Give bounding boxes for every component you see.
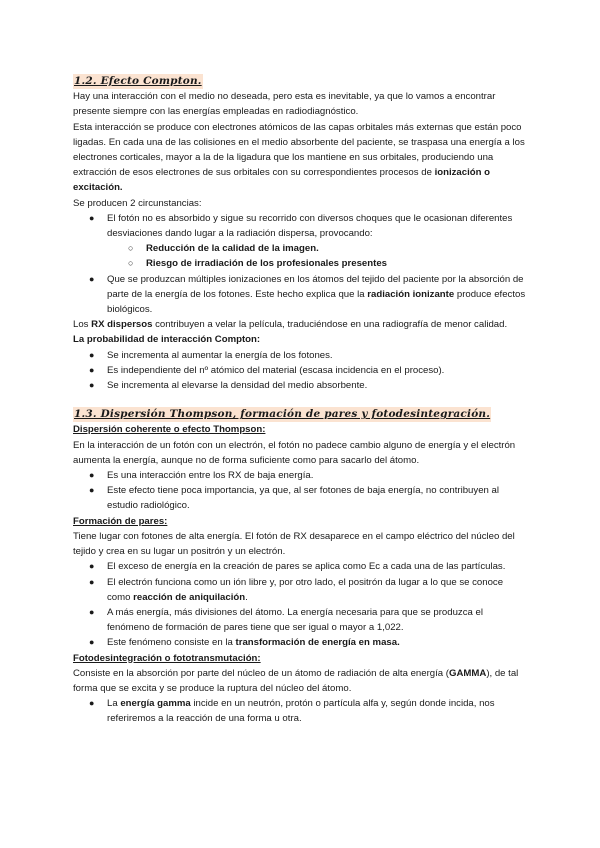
bullet-list — [73, 468, 528, 514]
bullet-icon: ● — [89, 576, 95, 587]
paragraph: Los RX dispersos contribuyen a velar la película, traduciéndose en una radiografía de menor calidad. — [73, 319, 508, 331]
paragraph: Tiene lugar con fotones de alta energía. El fotón de RX desaparece en el campo eléctrico del núcleo del tejido y crea en su lugar un positrón y un electrón. — [73, 530, 515, 558]
section-title-compton: 1.2. Efecto Compton. — [73, 74, 203, 89]
subheading: Fotodesintegración o fototransmutación: — [73, 652, 261, 664]
sub-list — [73, 241, 528, 271]
list-item: ● Es una interacción entre los RX de baja energía. — [73, 468, 528, 483]
paragraph: Se producen 2 circunstancias: — [73, 197, 202, 209]
document-page — [73, 74, 528, 727]
list-item: ● Que se produzcan múltiples ionizaciones en los átomos del tejido del paciente por la absorción de parte de la energía de los fotones. Este hecho explica que la radiación ionizante produce efectos biológicos. — [89, 273, 526, 316]
list-item: ● Este fenómeno consiste en la transformación de energía en masa. — [73, 635, 528, 650]
paragraph: Consiste en la absorción por parte del núcleo de un átomo de radiación de alta energía (GAMMA), de tal forma que se excita y se produce la ruptura del núcleo del átomo. — [73, 667, 519, 694]
subheading: Formación de pares: — [73, 515, 168, 527]
list-item: ● Este efecto tiene poca importancia, ya que, al ser fotones de baja energía, no contribuyen al estudio radiológico. — [89, 485, 499, 512]
bullet-icon: ● — [89, 698, 95, 709]
circle-bullet-icon: ○ — [128, 243, 134, 254]
paragraph: Esta interacción se produce con electrones atómicos de las capas orbitales más externas que están poco ligadas. En cada una de las colisiones en el medio absorbente del paciente, se traspasa una energía a los electrones corticales, mayor a la de la ligadura que los mantiene en sus orbitales, produciendo una extracción de esos electrones de sus orbitales con su correspondientes procesos de ionización o excitación. — [73, 121, 525, 194]
bullet-list — [73, 211, 528, 317]
list-item: ○ Riesgo de irradiación de los profesionales presentes — [73, 256, 528, 271]
paragraph: En la interacción de un fotón con un electrón, el fotón no padece cambio alguno de energía y el electrón aumenta la energía, aunque no de forma suficiente como para sacarlo del átomo. — [73, 439, 516, 466]
list-item: ○ Reducción de la calidad de la imagen. — [73, 241, 528, 256]
subheading: La probabilidad de interacción Compton: — [73, 334, 261, 346]
list-item: ● Se incrementa al elevarse la densidad del medio absorbente. — [73, 378, 528, 393]
list-item: ● El electrón funciona como un ión libre y, por otro lado, el positrón da lugar a lo que se conoce como reacción de aniquilación. — [89, 576, 504, 603]
list-item: ● Es independiente del nº atómico del material (escasa incidencia en el proceso). — [73, 363, 528, 378]
subheading: Dispersión coherente o efecto Thompson: — [73, 424, 266, 436]
section-title-thompson: 1.3. Dispersión Thompson, formación de pares y fotodesintegración. — [73, 407, 491, 422]
list-item: ● Se incrementa al aumentar la energía de los fotones. — [73, 348, 528, 363]
bullet-icon: ● — [89, 606, 95, 617]
list-item: ● La energía gamma incide en un neutrón, protón o partícula alfa y, según donde incida, nos referiremos a la reacción de una forma u otra. — [89, 698, 495, 725]
bullet-icon: ● — [89, 349, 95, 360]
bullet-icon: ● — [89, 485, 95, 496]
bullet-icon: ● — [89, 637, 95, 648]
list-item: ● El fotón no es absorbido y sigue su recorrido con diversos choques que le ocasionan diferentes desviaciones dando lugar a la radiación dispersa, provocando: ○ Reducción de la calidad de la imagen. ○ Riesgo de irradiación de los profesionales presentes — [73, 211, 528, 272]
bullet-icon: ● — [89, 561, 95, 572]
bullet-icon: ● — [89, 273, 95, 284]
bullet-icon: ● — [89, 212, 95, 223]
bullet-list — [73, 559, 528, 650]
list-item: ● El exceso de energía en la creación de pares se aplica como Ec a cada una de las partículas. — [73, 559, 528, 574]
bullet-icon: ● — [89, 470, 95, 481]
paragraph: Hay una interacción con el medio no deseada, pero esta es inevitable, ya que lo vamos a encontrar presente siempre con las energías empleadas en radiodiagnóstico. — [73, 91, 496, 118]
bullet-icon: ● — [89, 364, 95, 375]
bold-term: ionización o excitación. — [73, 167, 491, 194]
bullet-icon: ● — [89, 380, 95, 391]
list-item: ● A más energía, más divisiones del átomo. La energía necesaria para que se produzca el fenómeno de formación de pares tiene que ser igual o mayor a 1,022. — [89, 606, 483, 634]
bullet-list — [73, 696, 528, 726]
bullet-list — [73, 348, 528, 394]
circle-bullet-icon: ○ — [128, 258, 134, 269]
